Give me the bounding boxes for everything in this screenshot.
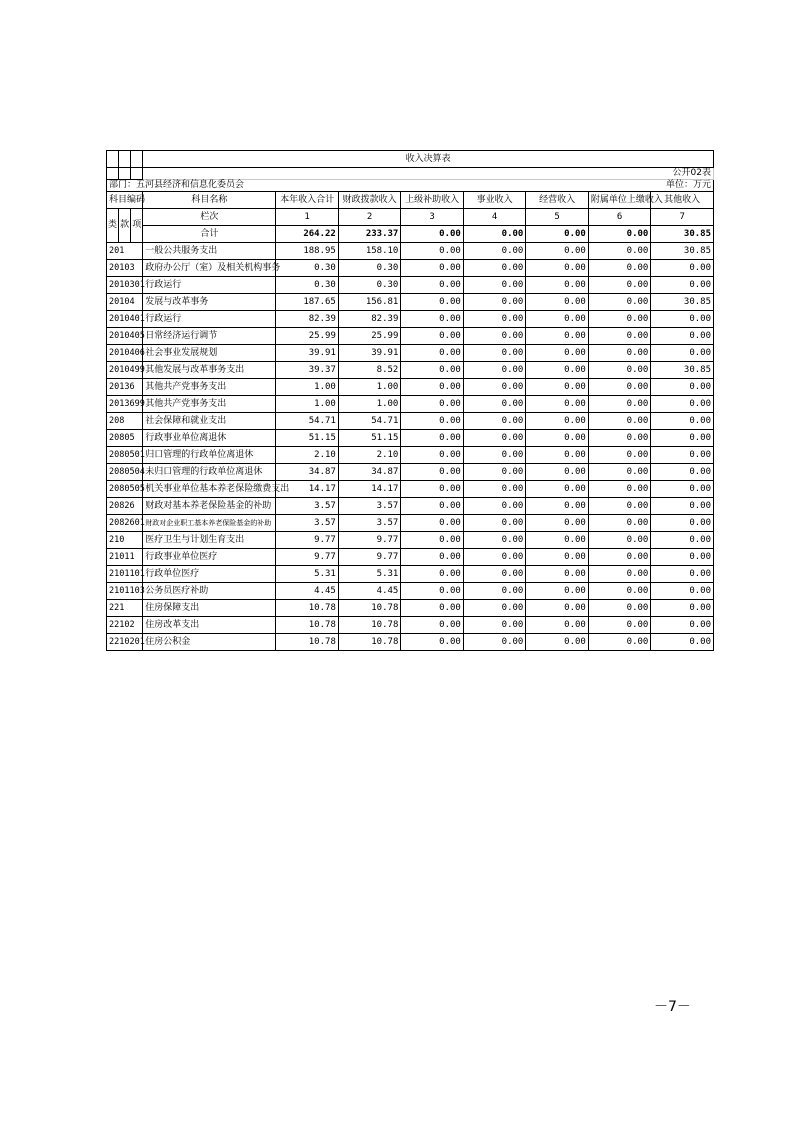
row-code: 20104 bbox=[107, 294, 143, 311]
total-value: 233.37 bbox=[338, 226, 401, 243]
row-code: 2210201 bbox=[107, 634, 143, 651]
row-value: 30.85 bbox=[651, 362, 714, 379]
row-value: 0.00 bbox=[651, 379, 714, 396]
row-value: 0.00 bbox=[651, 634, 714, 651]
row-value: 0.30 bbox=[338, 260, 401, 277]
row-code: 20103 bbox=[107, 260, 143, 277]
row-code: 2101103 bbox=[107, 583, 143, 600]
total-value: 0.00 bbox=[401, 226, 464, 243]
header-col-5: 经营收入 bbox=[526, 192, 589, 209]
row-value: 0.30 bbox=[276, 277, 339, 294]
row-value: 0.00 bbox=[588, 379, 651, 396]
row-code: 21011 bbox=[107, 549, 143, 566]
row-value: 0.00 bbox=[463, 277, 526, 294]
row-value: 0.00 bbox=[526, 379, 589, 396]
row-value: 0.00 bbox=[526, 566, 589, 583]
row-value: 1.00 bbox=[276, 396, 339, 413]
row-value: 0.00 bbox=[401, 277, 464, 294]
table-row bbox=[107, 498, 714, 515]
sub-header-kuan: 款 bbox=[119, 209, 131, 243]
row-name: 政府办公厅（室）及相关机构事务 bbox=[143, 260, 276, 277]
row-value: 0.00 bbox=[463, 311, 526, 328]
row-value: 0.00 bbox=[526, 294, 589, 311]
row-value: 0.00 bbox=[463, 379, 526, 396]
row-value: 0.00 bbox=[526, 362, 589, 379]
row-value: 0.00 bbox=[401, 600, 464, 617]
row-code: 2080504 bbox=[107, 464, 143, 481]
row-value: 0.00 bbox=[401, 413, 464, 430]
row-value: 0.00 bbox=[651, 617, 714, 634]
row-value: 39.37 bbox=[276, 362, 339, 379]
row-code: 20136 bbox=[107, 379, 143, 396]
row-value: 4.45 bbox=[338, 583, 401, 600]
row-value: 0.00 bbox=[588, 464, 651, 481]
row-value: 0.00 bbox=[526, 430, 589, 447]
table-row bbox=[107, 532, 714, 549]
row-value: 0.00 bbox=[526, 617, 589, 634]
row-value: 30.85 bbox=[651, 294, 714, 311]
row-value: 10.78 bbox=[338, 617, 401, 634]
row-value: 0.00 bbox=[463, 430, 526, 447]
row-value: 0.00 bbox=[401, 532, 464, 549]
row-name: 其他共产党事务支出 bbox=[143, 379, 276, 396]
row-value: 0.00 bbox=[588, 243, 651, 260]
row-value: 0.00 bbox=[526, 396, 589, 413]
row-value: 34.87 bbox=[338, 464, 401, 481]
row-code: 201 bbox=[107, 243, 143, 260]
row-value: 0.30 bbox=[338, 277, 401, 294]
row-value: 0.00 bbox=[651, 396, 714, 413]
header-code: 科目编码 bbox=[107, 192, 143, 209]
row-name: 社会事业发展规划 bbox=[143, 345, 276, 362]
row-name: 财政对基本养老保险基金的补助 bbox=[143, 498, 276, 515]
row-value: 14.17 bbox=[276, 481, 339, 498]
table-row bbox=[107, 328, 714, 345]
row-value: 25.99 bbox=[338, 328, 401, 345]
row-value: 0.00 bbox=[588, 328, 651, 345]
row-value: 0.00 bbox=[588, 447, 651, 464]
row-value: 0.00 bbox=[401, 260, 464, 277]
row-value: 0.00 bbox=[401, 396, 464, 413]
row-value: 0.00 bbox=[401, 549, 464, 566]
unit-label: 单位：万元 bbox=[526, 180, 714, 192]
row-value: 10.78 bbox=[338, 634, 401, 651]
table-row bbox=[107, 583, 714, 600]
row-value: 4.45 bbox=[276, 583, 339, 600]
table-row bbox=[107, 464, 714, 481]
table-row bbox=[107, 396, 714, 413]
table-row bbox=[107, 243, 714, 260]
row-name: 公务员医疗补助 bbox=[143, 583, 276, 600]
row-value: 0.00 bbox=[588, 617, 651, 634]
table-row bbox=[107, 481, 714, 498]
row-value: 0.00 bbox=[463, 328, 526, 345]
row-value: 0.00 bbox=[651, 498, 714, 515]
row-code: 2082601 bbox=[107, 515, 143, 532]
row-value: 0.00 bbox=[463, 515, 526, 532]
row-value: 3.57 bbox=[276, 498, 339, 515]
row-value: 0.00 bbox=[401, 294, 464, 311]
row-value: 0.00 bbox=[401, 362, 464, 379]
row-value: 3.57 bbox=[338, 498, 401, 515]
row-value: 0.00 bbox=[651, 549, 714, 566]
table-row bbox=[107, 617, 714, 634]
row-value: 0.00 bbox=[526, 328, 589, 345]
row-value: 14.17 bbox=[338, 481, 401, 498]
row-name: 行政事业单位医疗 bbox=[143, 549, 276, 566]
row-value: 0.00 bbox=[651, 600, 714, 617]
row-code: 221 bbox=[107, 600, 143, 617]
row-value: 51.15 bbox=[276, 430, 339, 447]
row-value: 30.85 bbox=[651, 243, 714, 260]
row-value: 0.00 bbox=[463, 566, 526, 583]
row-value: 34.87 bbox=[276, 464, 339, 481]
row-value: 54.71 bbox=[338, 413, 401, 430]
row-value: 0.00 bbox=[588, 481, 651, 498]
row-value: 0.00 bbox=[401, 311, 464, 328]
row-name: 其他发展与改革事务支出 bbox=[143, 362, 276, 379]
row-value: 0.00 bbox=[588, 532, 651, 549]
row-value: 0.00 bbox=[401, 481, 464, 498]
row-value: 10.78 bbox=[338, 600, 401, 617]
row-value: 2.10 bbox=[276, 447, 339, 464]
row-value: 1.00 bbox=[276, 379, 339, 396]
row-value: 0.00 bbox=[651, 481, 714, 498]
row-value: 0.00 bbox=[588, 430, 651, 447]
row-value: 0.00 bbox=[526, 413, 589, 430]
table-row bbox=[107, 413, 714, 430]
row-value: 0.00 bbox=[463, 396, 526, 413]
row-value: 9.77 bbox=[338, 532, 401, 549]
total-value: 264.22 bbox=[276, 226, 339, 243]
row-value: 0.00 bbox=[588, 566, 651, 583]
col-number: 6 bbox=[588, 209, 651, 226]
table-row bbox=[107, 277, 714, 294]
row-value: 0.00 bbox=[651, 311, 714, 328]
header-name: 科目名称 bbox=[143, 192, 276, 209]
row-value: 0.00 bbox=[651, 464, 714, 481]
row-value: 0.00 bbox=[463, 447, 526, 464]
table-row bbox=[107, 600, 714, 617]
row-value: 0.00 bbox=[588, 345, 651, 362]
row-value: 0.00 bbox=[463, 532, 526, 549]
row-code: 208 bbox=[107, 413, 143, 430]
row-value: 0.00 bbox=[526, 583, 589, 600]
row-value: 0.00 bbox=[651, 583, 714, 600]
row-value: 25.99 bbox=[276, 328, 339, 345]
row-value: 0.00 bbox=[588, 583, 651, 600]
row-value: 0.00 bbox=[463, 498, 526, 515]
row-value: 0.00 bbox=[651, 515, 714, 532]
row-value: 3.57 bbox=[338, 515, 401, 532]
row-value: 0.00 bbox=[588, 294, 651, 311]
row-value: 0.00 bbox=[526, 498, 589, 515]
row-value: 0.00 bbox=[526, 243, 589, 260]
row-value: 10.78 bbox=[276, 600, 339, 617]
row-value: 0.00 bbox=[588, 634, 651, 651]
row-value: 0.00 bbox=[401, 379, 464, 396]
total-value: 0.00 bbox=[588, 226, 651, 243]
row-value: 0.00 bbox=[463, 362, 526, 379]
row-code: 2010401 bbox=[107, 311, 143, 328]
row-name: 财政对企业职工基本养老保险基金的补助 bbox=[143, 515, 276, 532]
table-row bbox=[107, 379, 714, 396]
row-code: 2010301 bbox=[107, 277, 143, 294]
row-value: 1.00 bbox=[338, 379, 401, 396]
page-number: －7－ bbox=[654, 999, 691, 1015]
row-value: 0.00 bbox=[588, 549, 651, 566]
row-value: 0.00 bbox=[401, 566, 464, 583]
row-value: 0.00 bbox=[651, 260, 714, 277]
total-value: 30.85 bbox=[651, 226, 714, 243]
col-number: 7 bbox=[651, 209, 714, 226]
row-code: 22102 bbox=[107, 617, 143, 634]
row-value: 0.00 bbox=[401, 498, 464, 515]
row-value: 0.00 bbox=[463, 413, 526, 430]
row-name: 行政事业单位离退休 bbox=[143, 430, 276, 447]
sub-header-lei: 类 bbox=[107, 209, 119, 243]
row-value: 0.00 bbox=[526, 464, 589, 481]
table-title: 收入决算表 bbox=[143, 151, 714, 168]
row-value: 0.00 bbox=[401, 447, 464, 464]
row-value: 0.00 bbox=[463, 617, 526, 634]
row-value: 9.77 bbox=[276, 549, 339, 566]
row-value: 187.65 bbox=[276, 294, 339, 311]
row-name: 日常经济运行调节 bbox=[143, 328, 276, 345]
row-value: 0.00 bbox=[401, 634, 464, 651]
row-value: 0.00 bbox=[588, 600, 651, 617]
row-value: 3.57 bbox=[276, 515, 339, 532]
table-row bbox=[107, 294, 714, 311]
table-row bbox=[107, 311, 714, 328]
row-value: 39.91 bbox=[338, 345, 401, 362]
row-value: 10.78 bbox=[276, 617, 339, 634]
row-value: 0.00 bbox=[526, 260, 589, 277]
row-value: 0.00 bbox=[526, 481, 589, 498]
table-row bbox=[107, 634, 714, 651]
row-value: 0.00 bbox=[651, 566, 714, 583]
row-value: 0.00 bbox=[651, 532, 714, 549]
table-row bbox=[107, 566, 714, 583]
row-value: 0.00 bbox=[526, 634, 589, 651]
header-col-1: 本年收入合计 bbox=[276, 192, 339, 209]
row-value: 0.00 bbox=[588, 413, 651, 430]
row-value: 1.00 bbox=[338, 396, 401, 413]
row-name: 行政运行 bbox=[143, 277, 276, 294]
row-name: 住房保障支出 bbox=[143, 600, 276, 617]
row-value: 0.00 bbox=[526, 277, 589, 294]
row-value: 0.00 bbox=[401, 583, 464, 600]
row-code: 210 bbox=[107, 532, 143, 549]
row-value: 0.00 bbox=[401, 617, 464, 634]
row-value: 0.00 bbox=[651, 430, 714, 447]
row-value: 0.00 bbox=[588, 515, 651, 532]
row-value: 54.71 bbox=[276, 413, 339, 430]
row-name: 机关事业单位基本养老保险缴费支出 bbox=[143, 481, 276, 498]
row-value: 82.39 bbox=[276, 311, 339, 328]
total-label: 合计 bbox=[143, 226, 276, 243]
form-number: 公开02表 bbox=[143, 168, 714, 180]
row-value: 0.00 bbox=[463, 481, 526, 498]
row-value: 0.00 bbox=[463, 549, 526, 566]
row-code: 2080501 bbox=[107, 447, 143, 464]
row-value: 0.00 bbox=[651, 447, 714, 464]
row-value: 0.00 bbox=[463, 634, 526, 651]
row-value: 0.00 bbox=[463, 294, 526, 311]
row-name: 行政单位医疗 bbox=[143, 566, 276, 583]
row-name: 发展与改革事务 bbox=[143, 294, 276, 311]
row-value: 0.00 bbox=[588, 362, 651, 379]
row-value: 0.00 bbox=[651, 328, 714, 345]
table-row bbox=[107, 549, 714, 566]
row-value: 0.00 bbox=[588, 311, 651, 328]
row-value: 5.31 bbox=[338, 566, 401, 583]
department-label: 部门：五河县经济和信息化委员会 bbox=[107, 180, 526, 192]
row-value: 0.00 bbox=[526, 532, 589, 549]
row-code: 20805 bbox=[107, 430, 143, 447]
col-number: 4 bbox=[463, 209, 526, 226]
row-name: 医疗卫生与计划生育支出 bbox=[143, 532, 276, 549]
row-value: 39.91 bbox=[276, 345, 339, 362]
row-code: 2101101 bbox=[107, 566, 143, 583]
row-code: 2013699 bbox=[107, 396, 143, 413]
header-col-6: 附属单位上缴收入 bbox=[588, 192, 651, 209]
row-value: 9.77 bbox=[338, 549, 401, 566]
col-number: 2 bbox=[338, 209, 401, 226]
row-code: 2080505 bbox=[107, 481, 143, 498]
table-row bbox=[107, 345, 714, 362]
row-value: 0.00 bbox=[401, 515, 464, 532]
table-row bbox=[107, 447, 714, 464]
row-name: 行政运行 bbox=[143, 311, 276, 328]
row-code: 20826 bbox=[107, 498, 143, 515]
row-value: 51.15 bbox=[338, 430, 401, 447]
row-value: 0.00 bbox=[588, 277, 651, 294]
row-value: 0.00 bbox=[463, 243, 526, 260]
row-value: 10.78 bbox=[276, 634, 339, 651]
row-code: 2010406 bbox=[107, 345, 143, 362]
row-value: 0.00 bbox=[588, 396, 651, 413]
row-value: 0.00 bbox=[401, 328, 464, 345]
row-value: 0.00 bbox=[401, 464, 464, 481]
table-row bbox=[107, 260, 714, 277]
col-number: 3 bbox=[401, 209, 464, 226]
col-number: 5 bbox=[526, 209, 589, 226]
row-value: 0.00 bbox=[588, 260, 651, 277]
table-row bbox=[107, 362, 714, 379]
row-value: 0.00 bbox=[526, 311, 589, 328]
row-name: 归口管理的行政单位离退休 bbox=[143, 447, 276, 464]
row-value: 0.00 bbox=[463, 583, 526, 600]
total-value: 0.00 bbox=[526, 226, 589, 243]
row-value: 188.95 bbox=[276, 243, 339, 260]
header-col-7: 其他收入 bbox=[651, 192, 714, 209]
row-value: 0.00 bbox=[651, 345, 714, 362]
row-value: 0.00 bbox=[463, 464, 526, 481]
row-code: 2010405 bbox=[107, 328, 143, 345]
income-final-accounts-table bbox=[106, 150, 714, 651]
row-value: 0.30 bbox=[276, 260, 339, 277]
row-value: 0.00 bbox=[526, 549, 589, 566]
total-value: 0.00 bbox=[463, 226, 526, 243]
row-value: 0.00 bbox=[401, 430, 464, 447]
row-value: 0.00 bbox=[526, 515, 589, 532]
row-value: 0.00 bbox=[463, 345, 526, 362]
row-name: 未归口管理的行政单位离退休 bbox=[143, 464, 276, 481]
header-col-2: 财政拨款收入 bbox=[338, 192, 401, 209]
row-value: 8.52 bbox=[338, 362, 401, 379]
header-col-3: 上级补助收入 bbox=[401, 192, 464, 209]
row-value: 156.81 bbox=[338, 294, 401, 311]
row-value: 2.10 bbox=[338, 447, 401, 464]
row-value: 158.10 bbox=[338, 243, 401, 260]
row-value: 0.00 bbox=[651, 413, 714, 430]
row-code: 2010499 bbox=[107, 362, 143, 379]
row-value: 0.00 bbox=[526, 345, 589, 362]
row-value: 0.00 bbox=[588, 498, 651, 515]
lanci-label: 栏次 bbox=[143, 209, 276, 226]
col-number: 1 bbox=[276, 209, 339, 226]
sub-header-xiang: 项 bbox=[131, 209, 143, 243]
row-name: 一般公共服务支出 bbox=[143, 243, 276, 260]
row-value: 0.00 bbox=[401, 243, 464, 260]
table-row bbox=[107, 515, 714, 532]
row-name: 社会保障和就业支出 bbox=[143, 413, 276, 430]
row-value: 5.31 bbox=[276, 566, 339, 583]
table-row bbox=[107, 430, 714, 447]
row-value: 0.00 bbox=[463, 260, 526, 277]
row-value: 0.00 bbox=[463, 600, 526, 617]
row-value: 0.00 bbox=[526, 447, 589, 464]
row-value: 0.00 bbox=[651, 277, 714, 294]
header-col-4: 事业收入 bbox=[463, 192, 526, 209]
row-value: 82.39 bbox=[338, 311, 401, 328]
row-name: 其他共产党事务支出 bbox=[143, 396, 276, 413]
row-name: 住房公积金 bbox=[143, 634, 276, 651]
row-value: 9.77 bbox=[276, 532, 339, 549]
row-name: 住房改革支出 bbox=[143, 617, 276, 634]
row-value: 0.00 bbox=[526, 600, 589, 617]
row-value: 0.00 bbox=[401, 345, 464, 362]
